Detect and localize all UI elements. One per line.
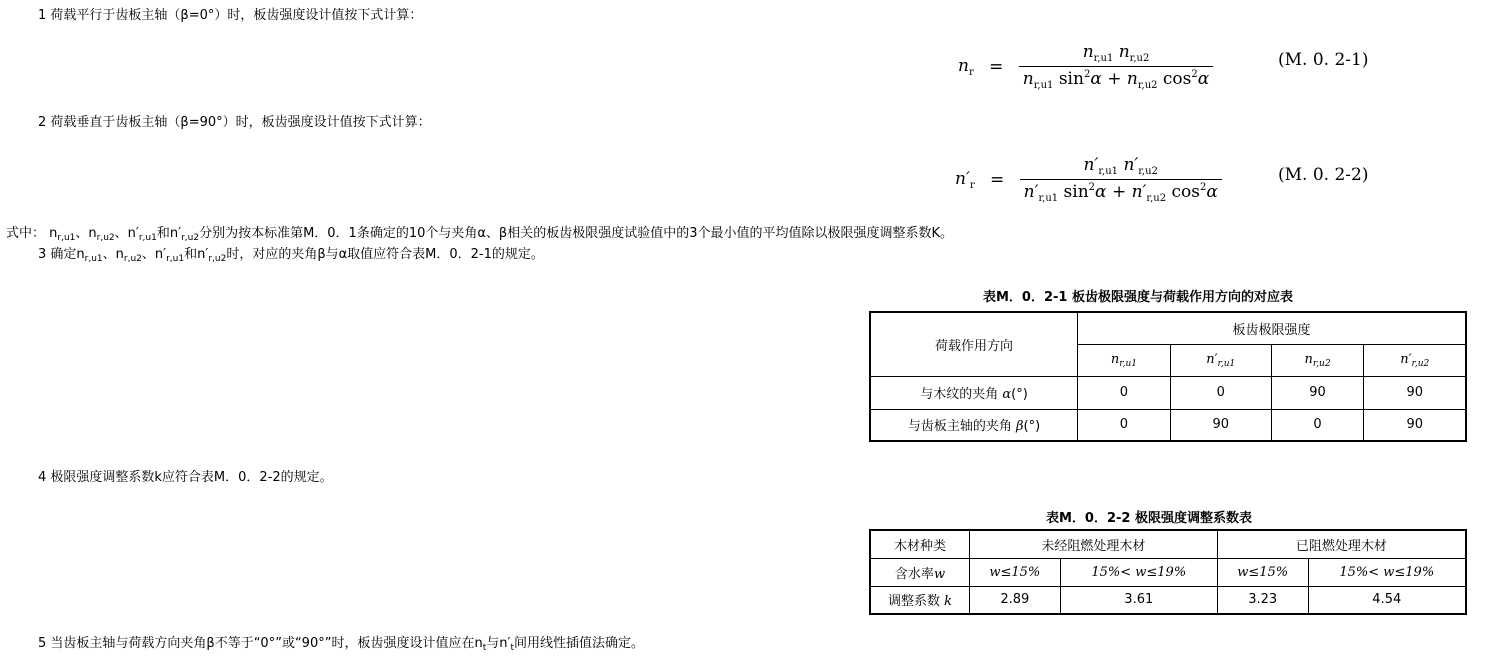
- table-cell: 15%< w≤19%: [1308, 558, 1466, 586]
- item-3-text: 3 确定$n_{r,u1}$、$n_{r,u2}$、$n'_{r,u1}$和$n'_{r,u2}$时，对应的夹角β与α取值应符合表M．0．2-1的规定。: [38, 247, 544, 264]
- item-5-text: 5 当齿板主轴与荷载方向夹角β不等于“0°”或“90°”时，板齿强度设计值应在$n_t$与$n'_t$间用线性插值法确定。: [38, 636, 644, 653]
- table-1-col-nru2: $n_{r,u2}$: [1271, 344, 1364, 376]
- table-cell: 0: [1078, 376, 1171, 409]
- table-1-row-label: 与木纹的夹角 α(°): [870, 376, 1078, 409]
- table-cell: 0: [1170, 376, 1271, 409]
- table-1-row-header: 荷载作用方向: [870, 312, 1078, 376]
- formula-m-0-2-1: [958, 42, 1213, 91]
- table-cell: 90: [1364, 376, 1466, 409]
- table-cell: w≤15%: [1217, 558, 1308, 586]
- equals-sign: =: [989, 56, 1004, 77]
- table-cell: w≤15%: [970, 558, 1061, 586]
- table-cell: 3.23: [1217, 586, 1308, 614]
- formula-1-numerator: $n_{r,u1}$ $n_{r,u2}$: [1019, 42, 1213, 67]
- table-cell: 90: [1364, 409, 1466, 441]
- table-2-header-untreated: 未经阻燃处理木材: [970, 530, 1218, 558]
- where-clause: 式中： $n_{r,u1}$、$n_{r,u2}$、$n'_{r,u1}$和$n'_{r,u2}$分别为按本标准第M．0．1条确定的10个与夹角α、β相关的板齿极限强度试验值中的3个最小值的平均值除以极限强度调整系数K。: [6, 226, 954, 243]
- table-1-col-nprime-ru1: $n'_{r,u1}$: [1170, 344, 1271, 376]
- table-2-header-treated: 已阻燃处理木材: [1217, 530, 1466, 558]
- table-row: [870, 558, 1466, 586]
- equals-sign: =: [990, 169, 1005, 190]
- formula-1-denominator: $n_{r,u1}$ $\sin^2\alpha + n_{r,u2}$ $\cos^2\alpha$: [1022, 69, 1210, 91]
- table-2-caption: 表M．0．2-2 极限强度调整系数表: [1046, 511, 1252, 526]
- table-2: [869, 529, 1467, 615]
- formula-1-lhs: $n_r$: [958, 55, 974, 78]
- table-cell: 0: [1078, 409, 1171, 441]
- formula-m-0-2-2: [955, 155, 1222, 204]
- table-cell: 2.89: [970, 586, 1061, 614]
- item-4-text: 4 极限强度调整系数k应符合表M．0．2-2的规定。: [38, 470, 333, 485]
- table-1-group-header: 板齿极限强度: [1078, 312, 1467, 344]
- table-cell: 0: [1271, 409, 1364, 441]
- formula-2-denominator: $n'_{r,u1}$ $\sin^2\alpha + n'_{r,u2}$ $\cos^2\alpha$: [1023, 182, 1218, 204]
- table-1-col-nru1: $n_{r,u1}$: [1078, 344, 1171, 376]
- equation-number-2: (M. 0. 2-2): [1278, 165, 1369, 185]
- table-row: [870, 409, 1466, 441]
- table-cell: 90: [1170, 409, 1271, 441]
- table-row: [870, 376, 1466, 409]
- table-cell: 90: [1271, 376, 1364, 409]
- formula-2-numerator: $n'_{r,u1}$ $n'_{r,u2}$: [1020, 155, 1222, 180]
- table-1-col-nprime-ru2: $n'_{r,u2}$: [1364, 344, 1466, 376]
- table-2-header-type: 木材种类: [870, 530, 970, 558]
- table-cell: 4.54: [1308, 586, 1466, 614]
- table-1: [869, 311, 1467, 442]
- item-1-text: 1 荷载平行于齿板主轴（β=0°）时，板齿强度设计值按下式计算：: [38, 8, 423, 23]
- formula-2-lhs: $n'_r$: [955, 168, 975, 191]
- equation-number-1: (M. 0. 2-1): [1278, 50, 1369, 70]
- table-1-row-label: 与齿板主轴的夹角 β(°): [870, 409, 1078, 441]
- formula-1-fraction: [1019, 42, 1213, 91]
- table-2-k-label: 调整系数 k: [870, 586, 970, 614]
- table-cell: 15%< w≤19%: [1060, 558, 1217, 586]
- table-row: [870, 586, 1466, 614]
- formula-2-fraction: [1020, 155, 1222, 204]
- table-cell: 3.61: [1060, 586, 1217, 614]
- table-2-moisture-label: 含水率w: [870, 558, 970, 586]
- table-1-caption: 表M．0．2-1 板齿极限强度与荷载作用方向的对应表: [983, 290, 1293, 305]
- item-2-text: 2 荷载垂直于齿板主轴（β=90°）时，板齿强度设计值按下式计算：: [38, 115, 431, 130]
